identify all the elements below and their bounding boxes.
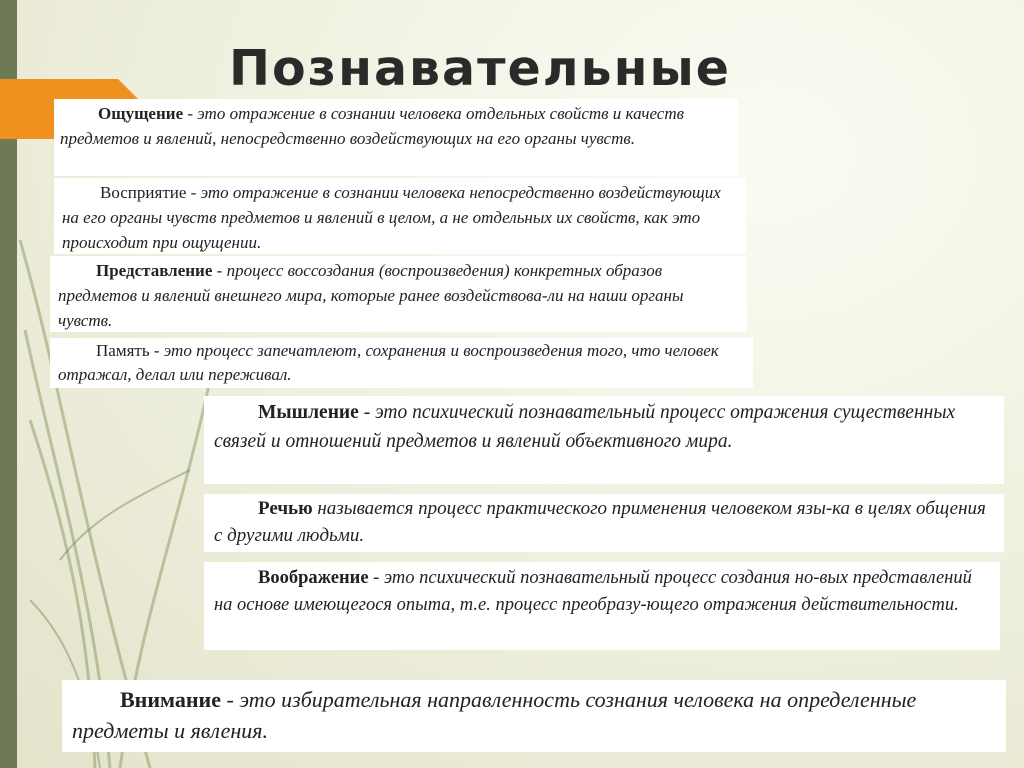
definition-card-thinking <box>204 396 1004 484</box>
definition-card-representation <box>50 256 747 332</box>
separator: - <box>186 183 201 202</box>
term-label: Представление <box>96 261 213 280</box>
term-label: Память <box>96 341 150 360</box>
definition-text: называется процесс практического применения человеком язы-ка в целях общения с другими людьми. <box>214 498 986 546</box>
definition-text: это психический познавательный процесс отражения существенных связей и отношений предметов и явлений объективного мира. <box>214 402 956 452</box>
separator: - <box>183 104 198 123</box>
definition-text: это процесс запечатлеют, сохранения и воспроизведения того, что человек отражал, делал или переживал. <box>58 341 719 384</box>
definition-text: это избирательная направленность сознания человека на определенные предметы и явления. <box>72 687 917 743</box>
separator: - <box>358 402 376 423</box>
separator: - <box>220 687 240 712</box>
term-label: Воображение <box>258 568 369 588</box>
definition-card-memory <box>50 338 753 388</box>
definition-text: процесс воссоздания (воспроизведения) конкретных образов предметов и явлений внешнего мира, которые ранее воздействова-ли на наши органы чувств. <box>58 261 684 330</box>
separator: - <box>212 261 227 280</box>
separator: - <box>368 568 384 588</box>
separator: - <box>149 341 164 360</box>
slide-title: Познавательные <box>228 40 732 97</box>
term-label: Внимание <box>120 687 221 712</box>
term-label: Ощущение <box>98 104 184 123</box>
definition-card-imagination <box>204 562 1000 650</box>
term-label: Речью <box>258 498 313 519</box>
definition-card-perception <box>54 178 746 254</box>
definition-text: это отражение в сознании человека непосредственно воздействующих на его органы чувств предметов и явлений в целом, а не отдельных их свойств, как это происходит при ощущении. <box>62 183 721 252</box>
definition-card-speech <box>204 494 1004 552</box>
definition-text: это психический познавательный процесс создания но-вых представлений на основе имеющегося опыта, т.е. процесс преобразу-ющего отражения действительности. <box>214 568 972 615</box>
term-label: Мышление <box>258 402 359 423</box>
definition-text: это отражение в сознании человека отдельных свойств и качеств предметов и явлений, непосредственно воздействующих на его органы чувств. <box>60 104 684 148</box>
definition-card-attention <box>62 680 1006 752</box>
term-label: Восприятие <box>100 183 187 202</box>
definition-card-sensation <box>54 99 738 176</box>
